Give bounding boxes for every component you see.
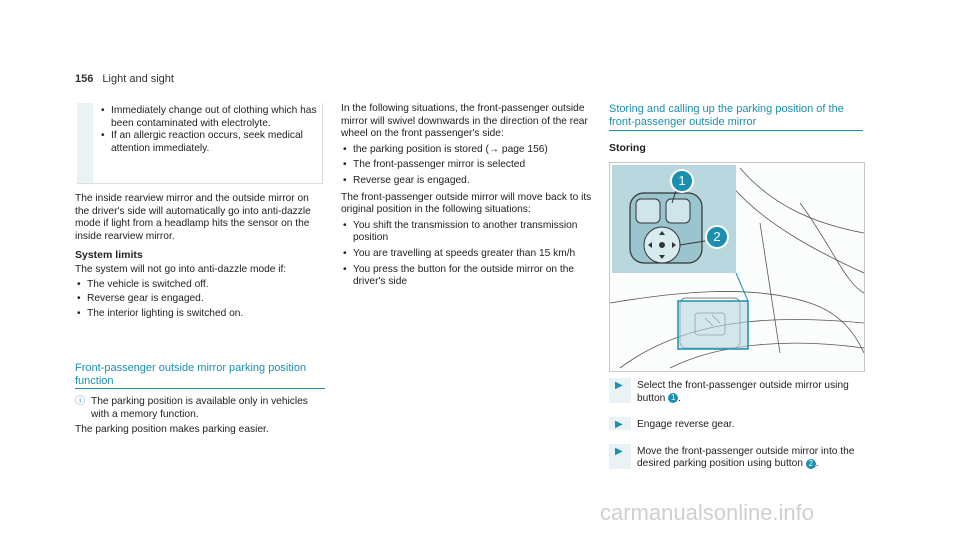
storing-section-title: Storing and calling up the parking position of the front-passenger outside mirror <box>609 103 844 128</box>
watermark: carmanualsonline.info <box>600 500 815 525</box>
note-stripe <box>77 103 93 183</box>
return-bullet: • You are travelling at speeds greater than 15 km/h <box>341 248 593 261</box>
button-1-badge: 1 <box>668 393 678 403</box>
column-1-info <box>75 396 325 437</box>
situation-bullet: • The front-passenger mirror is selected <box>341 159 593 172</box>
info-icon: ⓘ <box>75 396 86 407</box>
limits-bullet: • The interior lighting is switched on. <box>75 308 325 321</box>
warning-note-box <box>77 103 323 184</box>
note-bullet: • If an allergic reaction occurs, seek medical attention immediately. <box>99 130 319 155</box>
return-paragraph: The front-passenger outside mirror will move back to its original position in the following situations: <box>341 191 592 216</box>
anti-dazzle-paragraph: The inside rearview mirror and the outside mirror on the driver's side will automatically go into anti-dazzle mode if light from a headlamp hits the sensor on the inside rearview mirror. <box>75 193 311 242</box>
step-arrow-icon: ▶ <box>615 445 623 457</box>
page-header <box>75 73 174 85</box>
page-number: 156 <box>75 73 94 85</box>
storing-heading: Storing <box>609 142 646 154</box>
limits-bullet: • The vehicle is switched off. <box>75 279 325 292</box>
callout-1: 1 <box>670 169 694 193</box>
situation-bullet: • Reverse gear is engaged. <box>341 175 593 188</box>
section-divider <box>609 130 863 131</box>
closing-text: The parking position makes parking easier. <box>75 424 269 436</box>
return-bullet: • You press the button for the outside mirror on the driver's side <box>341 264 593 289</box>
section-divider <box>75 388 325 389</box>
situation-bullet: • the parking position is stored (→ page 156) <box>341 144 593 157</box>
parking-position-section-title: Front-passenger outside mirror parking position function <box>75 362 307 387</box>
step-arrow-icon: ▶ <box>615 419 623 431</box>
limits-bullet: • Reverse gear is engaged. <box>75 293 325 306</box>
door-panel-illustration <box>609 162 865 372</box>
intro-paragraph: In the following situations, the front-passenger outside mirror will swivel downwards in the direction of the rear wheel on the front passenger's side: <box>341 103 588 140</box>
header-title: Light and sight <box>102 73 174 85</box>
callout-2: 2 <box>705 225 729 249</box>
column-2 <box>341 103 593 289</box>
info-note: The parking position is available only in vehicles with a memory function. <box>91 396 308 420</box>
column-1 <box>75 193 325 320</box>
step-arrow-icon: ▶ <box>615 380 623 391</box>
steps-list <box>609 380 863 471</box>
system-limits-heading: System limits <box>75 249 143 262</box>
note-bullet: • Immediately change out of clothing which has been contaminated with electrolyte. <box>99 105 319 130</box>
return-bullet: • You shift the transmission to another transmission position <box>341 220 593 245</box>
step-item: ▶ Engage reverse gear. <box>609 419 863 432</box>
system-limits-intro: The system will not go into anti-dazzle mode if: <box>75 263 287 275</box>
step-item: ▶ Move the front-passenger outside mirror into the desired parking position using button 2 . <box>609 446 863 471</box>
step-item: ▶ Select the front-passenger outside mirror using button 1 . <box>609 380 863 405</box>
button-2-badge: 2 <box>806 459 816 469</box>
